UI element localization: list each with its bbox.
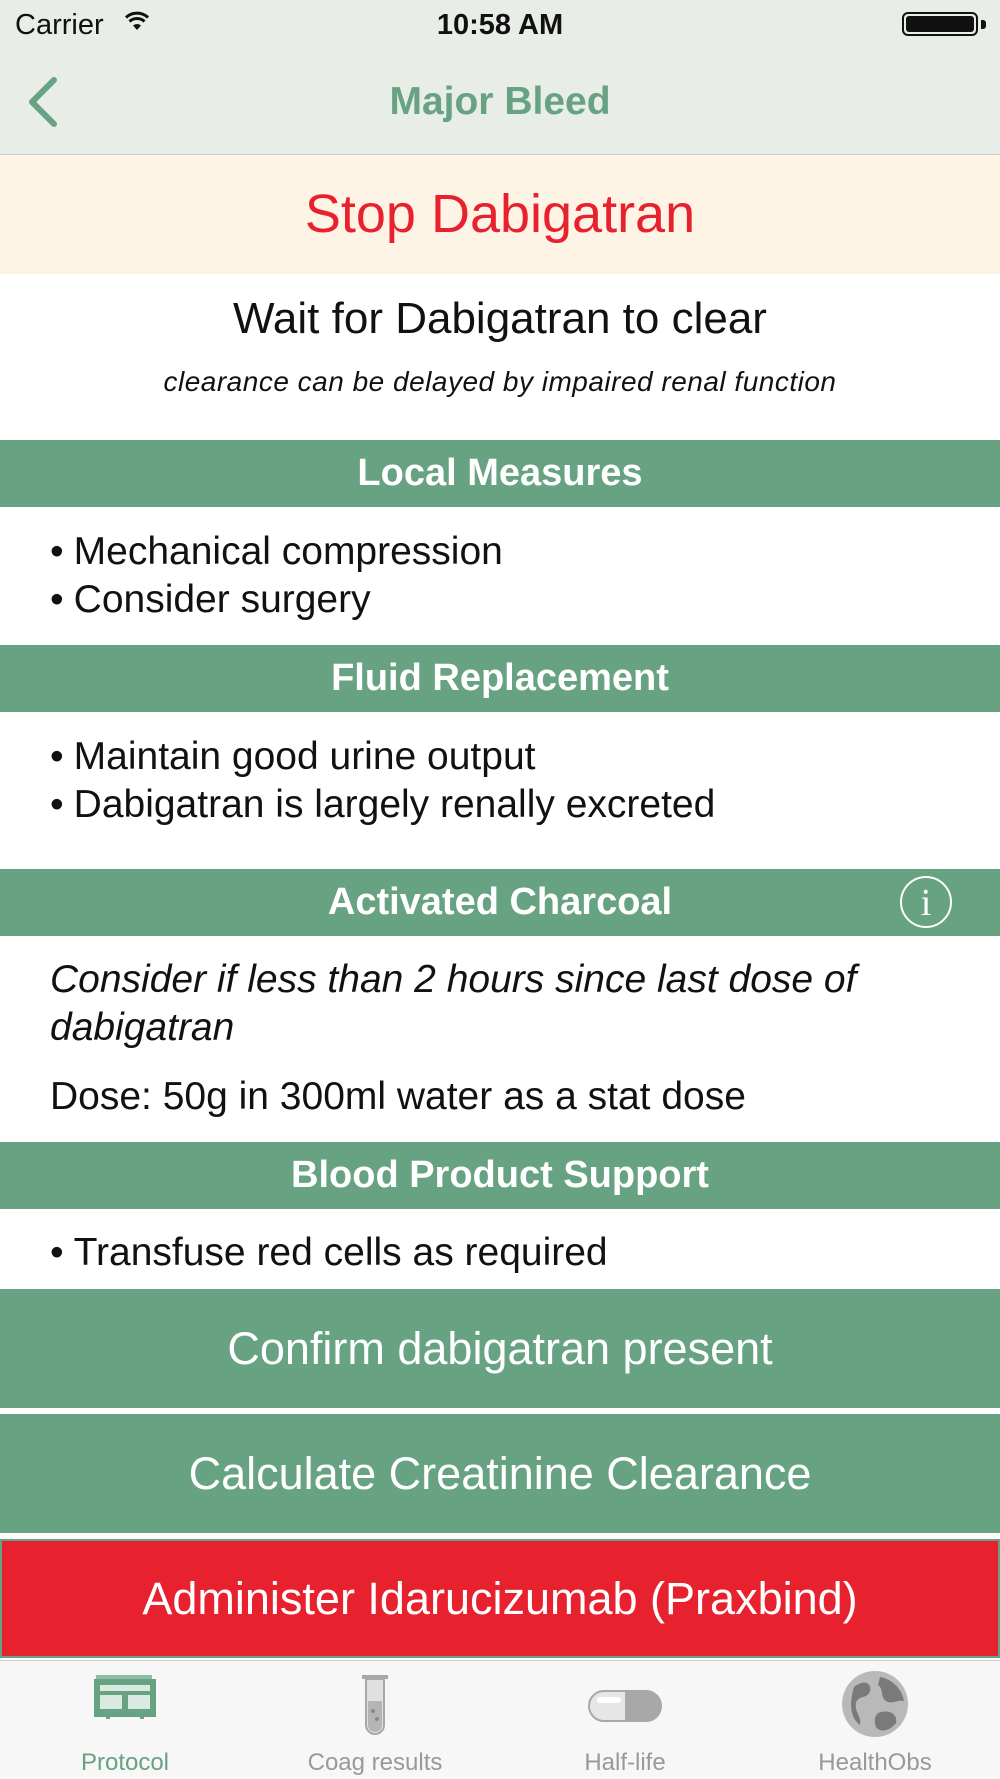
protocol-icon (92, 1673, 158, 1723)
globe-icon (840, 1669, 910, 1739)
charcoal-dose: Dose: 50g in 300ml water as a stat dose (50, 1075, 746, 1118)
section-title: Local Measures (357, 452, 643, 494)
list-item: • Dabigatran is largely renally excreted (50, 781, 715, 829)
wait-note: clearance can be delayed by impaired renal function (163, 366, 837, 397)
carrier-label: Carrier (15, 9, 104, 41)
list-item: • Consider surgery (50, 576, 503, 624)
tab-bar (0, 1660, 1000, 1779)
tab-coag-results[interactable] (250, 1661, 500, 1779)
info-icon[interactable]: i (900, 876, 952, 928)
section-header-fluid-replacement (0, 645, 1000, 712)
status-time: 10:58 AM (436, 9, 564, 41)
page-title: Major Bleed (389, 80, 611, 123)
list-item: • Mechanical compression (50, 528, 503, 576)
blood-product-list (50, 1229, 608, 1277)
fluid-replacement-list (50, 733, 715, 829)
calculate-creatinine-button[interactable]: Calculate Creatinine Clearance (0, 1414, 1000, 1533)
stop-banner-text: Stop Dabigatran (304, 184, 696, 244)
pill-icon (587, 1689, 663, 1723)
tab-label: Coag results (307, 1749, 443, 1776)
battery-icon (902, 12, 986, 38)
top-bar (0, 0, 1000, 155)
list-item: • Maintain good urine output (50, 733, 715, 781)
tab-label: HealthObs (818, 1749, 932, 1776)
status-bar (0, 0, 1000, 50)
test-tube-icon (358, 1673, 392, 1739)
confirm-dabigatran-button[interactable]: Confirm dabigatran present (0, 1289, 1000, 1408)
tab-healthobs[interactable] (750, 1661, 1000, 1779)
tab-half-life[interactable] (500, 1661, 750, 1779)
tab-label: Half-life (584, 1749, 666, 1776)
stop-banner (0, 155, 1000, 274)
section-title: Activated Charcoal (327, 881, 673, 923)
charcoal-note: Consider if less than 2 hours since last dose of dabigatran (50, 958, 857, 1049)
local-measures-list (50, 528, 503, 624)
section-header-blood-product-support (0, 1142, 1000, 1209)
section-title: Fluid Replacement (331, 657, 669, 699)
tab-protocol[interactable] (0, 1661, 250, 1779)
tab-label: Protocol (80, 1749, 170, 1776)
wait-title: Wait for Dabigatran to clear (233, 294, 767, 343)
section-title: Blood Product Support (291, 1154, 709, 1196)
section-header-activated-charcoal (0, 869, 1000, 936)
list-item: • Transfuse red cells as required (50, 1229, 608, 1277)
administer-idarucizumab-button[interactable]: Administer Idarucizumab (Praxbind) (0, 1539, 1000, 1658)
section-header-local-measures (0, 440, 1000, 507)
